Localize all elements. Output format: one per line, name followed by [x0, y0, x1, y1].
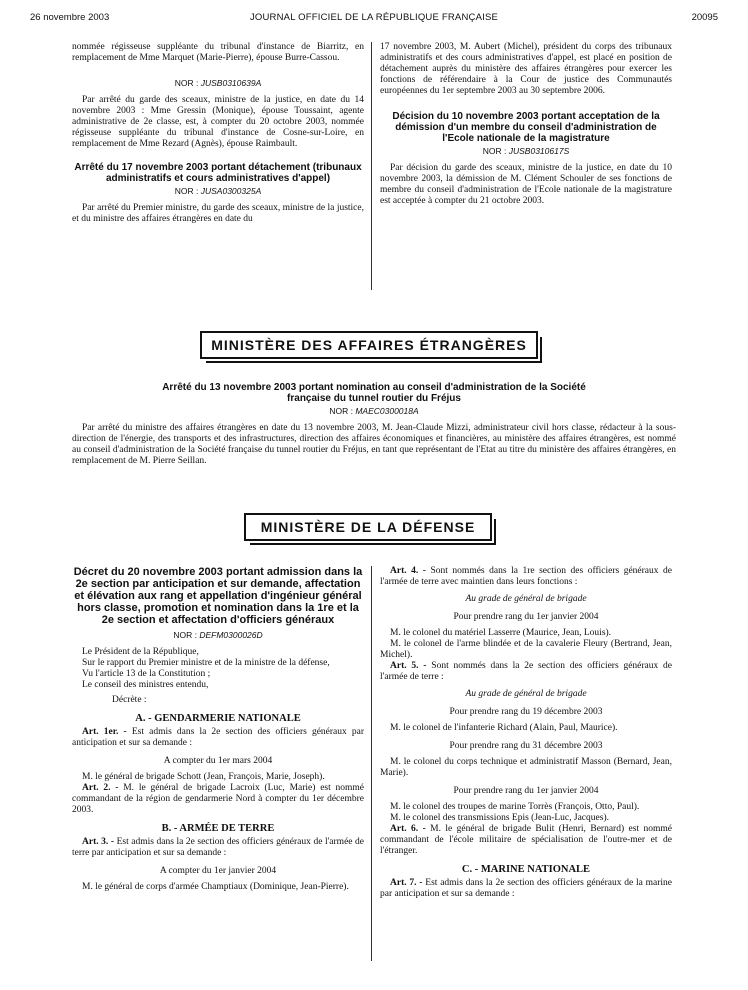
- nor-reference: NOR : JUSA0300325A: [174, 186, 262, 196]
- decrete: Décrète :: [112, 695, 147, 705]
- article: Art. 2. - M. le général de brigade Lacroix (Luc, Marie) est nommé commandant de la région de gendarmerie Nord à compter du 1er décembre 2003.: [72, 783, 365, 815]
- paragraph: Par arrêté du garde des sceaux, ministre de la justice, en date du 14 novembre 2003 : Mme Gressin (Monique), épouse Toussaint, agente administrative de 2e classe, est, à compter du 20 octobre 2003, nommée régisseuse suppléante du tribunal d'instance de Cosne-sur-Loire, en remplacement de Mme Rezard (Agnès), épouse Raimbault.: [72, 95, 364, 149]
- article: Art. 5. - Sont nommés dans la 2e section des officiers généraux de l'armée de terre :: [380, 661, 673, 682]
- paragraph: M. le colonel du corps technique et administratif Masson (Bernard, Jean, Marie).: [380, 757, 672, 778]
- nor-reference: NOR : DEFM0300026D: [173, 630, 263, 640]
- article: Art. 4. - Sont nommés dans la 1re section des officiers généraux de l'armée de terre avec maintien dans leurs fonctions :: [380, 566, 673, 587]
- rank-line: Pour prendre rang du 31 décembre 2003: [449, 741, 603, 751]
- paragraph: Par arrêté du ministre des affaires étrangères en date du 13 novembre 2003, M. Jean-Claude Mizzi, administrateur civil hors classe, rédacteur à la sous-direction de l'énergie, des transports et des infrastructures, direction des affaires économiques et financières, au ministère des affaires étrangères, est nommé au conseil d'administration de la Société française du tunnel routier du Fréjus, en tant que représentant de l'Etat au titre du ministère des affaires étrangères, en remplacement de M. Pierre Seillan.: [72, 423, 676, 466]
- top-right-column: [380, 42, 672, 207]
- paragraph: M. le colonel de l'arme blindée et de la cavalerie Fleury (Bertrand, Jean, Michel).: [380, 639, 672, 660]
- article: Art. 6. - M. le général de brigade Bulit (Henri, Bernard) est nommé commandant de l'école militaire de spécialisation de l'outre-mer et de l'étranger.: [380, 824, 672, 856]
- subsection-heading: B. - ARMÉE DE TERRE: [161, 823, 275, 834]
- paragraph: Vu l'article 13 de la Constitution ;: [82, 669, 211, 679]
- paragraph: M. le colonel des transmissions Epis (Jean-Luc, Jacques).: [390, 813, 609, 823]
- decree-right-column: [380, 566, 672, 900]
- nor-reference: NOR : JUSB0310617S: [482, 146, 570, 156]
- paragraph: M. le colonel des troupes de marine Torrès (François, Otto, Paul).: [390, 802, 640, 812]
- ministry-foreign-affairs-section: [72, 382, 676, 467]
- grade-line: Au grade de général de brigade: [465, 689, 587, 699]
- article: Art. 1er. - Est admis dans la 2e section des officiers généraux par anticipation et sur sa demande :: [72, 727, 365, 748]
- column-divider: [371, 42, 372, 290]
- date-line: A compter du 1er mars 2004: [163, 756, 273, 766]
- paragraph: Sur le rapport du Premier ministre et de la ministre de la défense,: [82, 658, 330, 668]
- paragraph: M. le général de brigade Schott (Jean, François, Marie, Joseph).: [82, 772, 325, 782]
- nor-reference: NOR : MAEC0300018A: [329, 406, 419, 416]
- rank-line: Pour prendre rang du 1er janvier 2004: [453, 612, 599, 622]
- ministry-title: MINISTÈRE DE LA DÉFENSE: [260, 519, 476, 535]
- rank-line: Pour prendre rang du 19 décembre 2003: [449, 707, 603, 717]
- date-line: A compter du 1er janvier 2004: [159, 866, 277, 876]
- decree-left-column: [72, 566, 364, 893]
- subsection-heading: C. - MARINE NATIONALE: [461, 864, 591, 875]
- subsection-heading: A. - GENDARMERIE NATIONALE: [135, 713, 301, 724]
- header-title: JOURNAL OFFICIEL DE LA RÉPUBLIQUE FRANÇAISE: [249, 12, 499, 23]
- article: Art. 3. - Est admis dans la 2e section des officiers généraux de l'armée de terre par anticipation et sur sa demande :: [72, 837, 365, 858]
- paragraph: Le Président de la République,: [82, 647, 199, 657]
- paragraph: Par arrêté du Premier ministre, du garde des sceaux, ministre de la justice, et du ministre des affaires étrangères en date du: [72, 203, 364, 224]
- ministry-title: MINISTÈRE DES AFFAIRES ÉTRANGÈRES: [211, 337, 527, 353]
- nor-reference: NOR : JUSB0310639A: [174, 78, 262, 88]
- page-header: [30, 12, 718, 26]
- decree-heading: Décret du 20 novembre 2003 portant admission dans la 2e section par anticipation et sur demande, affectation et élévation aux rang et appellation d'ingénieur général hors classe, promotion et nomination dans la 1re et la 2e section et affectation d'officiers généraux: [73, 566, 363, 626]
- paragraph: Par décision du garde des sceaux, ministre de la justice, en date du 10 novembre 2003, la démission de M. Clément Schouler de ses fonctions de membre du conseil d'administration de l'Ecole nationale de la magistrature est acceptée à compter du 21 octobre 2003.: [380, 163, 672, 206]
- top-left-column: [72, 42, 364, 225]
- paragraph: M. le colonel du matériel Lasserre (Maurice, Jean, Louis).: [390, 628, 612, 638]
- section-heading: Arrêté du 17 novembre 2003 portant détachement (tribunaux administratifs et cours administratives d'appel): [74, 162, 362, 184]
- header-date: 26 novembre 2003: [30, 12, 110, 23]
- ministry-title-box: [200, 331, 538, 359]
- paragraph: 17 novembre 2003, M. Aubert (Michel), président du corps des tribunaux administratifs et des cours administratives d'appel, est placé en position de détachement auprès du ministère des affaires étrangères pour exercer les fonctions de référendaire à la Cour de justice des Communautés européennes du 1er septembre 2003 au 30 septembre 2006.: [380, 42, 672, 96]
- page-number: 20095: [691, 12, 718, 23]
- paragraph: M. le colonel de l'infanterie Richard (Alain, Paul, Maurice).: [390, 723, 618, 733]
- rank-line: Pour prendre rang du 1er janvier 2004: [453, 786, 599, 796]
- paragraph: M. le général de corps d'armée Champtiaux (Dominique, Jean-Pierre).: [82, 882, 349, 892]
- grade-line: Au grade de général de brigade: [465, 594, 587, 604]
- section-heading: Arrêté du 13 novembre 2003 portant nomination au conseil d'administration de la Société française du tunnel routier du Fréjus: [162, 382, 586, 404]
- article: Art. 7. - Est admis dans la 2e section des officiers généraux de la marine par anticipation et sur sa demande :: [380, 878, 673, 899]
- section-heading: Décision du 10 novembre 2003 portant acceptation de la démission d'un membre du conseil d'administration de l'Ecole nationale de la magistrature: [392, 111, 660, 144]
- ministry-title-box: [244, 513, 492, 541]
- column-divider: [371, 566, 372, 961]
- paragraph: nommée régisseuse suppléante du tribunal d'instance de Biarritz, en remplacement de Mme Marquet (Marie-Pierre), épouse Burre-Cassou.: [72, 42, 364, 63]
- paragraph: Le conseil des ministres entendu,: [82, 680, 209, 690]
